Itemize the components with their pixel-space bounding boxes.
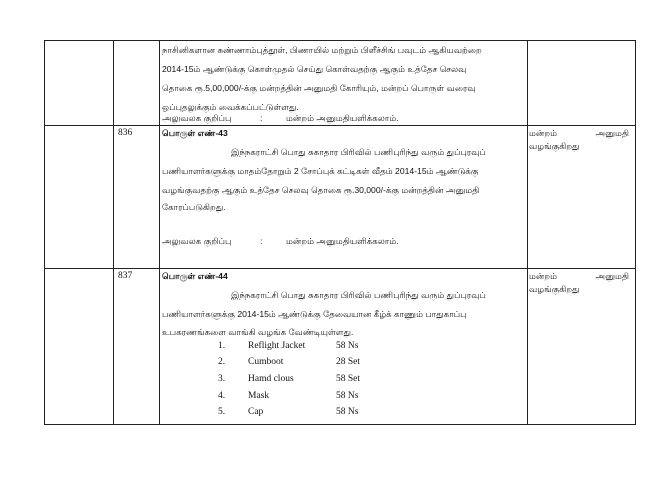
row-divider [45,268,635,269]
prev-body-line: 2014-15ம் ஆண்டுக்கு கொள்முதல் செய்து கொள்வதற்கு ஆகும் உத்தேச செலவு [162,64,467,74]
item-quantity: 58 Ns [336,391,359,401]
column-divider [113,41,114,424]
prev-body-line: தொகை ரூ.5,00,000/-க்கு மன்றத்தின் அனுமதி கோரியும், மன்றப் பொருள் வரைவு [162,83,476,93]
item-name: Mask [248,391,270,401]
row836-decision-line2: வழங்குகிறது [529,141,580,151]
column-divider [527,41,528,424]
item-number: 2. [218,357,226,367]
row-number-837: 837 [118,271,133,281]
prev-office-note: அலுவலக குறிப்பு : மன்றம் அனுமதியளிக்கலாம். [162,113,399,123]
item-name: Reflight Jacket [248,341,306,351]
row836-body-line: வழங்குவதற்கு ஆகும் உத்தேச செலவு தொகை ரூ.30,000/-க்கு மன்றத்தின் அனுமதி [162,185,480,195]
row836-body-line: இந்நகராட்சி பொது சுகாதார பிரிவில் பணிபுரிந்து வரும் துப்புரவுப் [231,147,486,157]
row836-office-note: அலுவலக குறிப்பு : மன்றம் அனுமதியளிக்கலாம். [162,236,399,246]
item-number: 5. [218,407,226,417]
subject-heading-44: பொருள் எண்-44 [162,271,228,281]
subject-heading-43: பொருள் எண்-43 [162,128,228,138]
item-quantity: 58 Ns [336,341,359,351]
row-number-836: 836 [118,128,133,138]
item-name: Cap [248,407,264,417]
item-name: Hamd clous [248,374,294,384]
prev-body-line: நாசினிகளான சுண்ணாம்புத்தூள், பிணாயில் மற்றும் பிளீச்சிங் பவுடம் ஆகியவற்றை [162,45,482,55]
row836-body-line: பணியாளர்களுக்கு மாதம்தோறும் 2 சோப்புக் கட்டிகள் வீதம் 2014-15ம் ஆண்டுக்கு [162,166,479,176]
row-divider [45,125,635,126]
item-number: 3. [218,374,226,384]
row837-body-line: பணியாளர்களுக்கு 2014-15ம் ஆண்டுக்கு தேவையான கீழ்க் காணும் பாதுகாப்பு [162,309,467,319]
item-number: 4. [218,391,226,401]
row837-body-line: இந்நகராட்சி பொது சுகாதார பிரிவில் பணிபுரிந்து வரும் துப்புரவுப் [231,290,486,300]
prev-body-line: ஒப்புதலுக்கும் வைக்கப்பட்டுள்ளது. [162,102,299,112]
row837-body-line: உபகரணங்களை வாங்கி வழங்க வேண்டியுள்ளது. [162,327,354,337]
row836-decision: மன்றம் அனுமதி [529,128,629,138]
item-quantity: 28 Set [336,357,361,367]
row836-body-line: கோரப்படுகிறது. [162,202,226,212]
item-quantity: 58 Set [336,374,361,384]
item-number: 1. [218,341,226,351]
row837-decision: மன்றம் அனுமதி [529,271,629,281]
item-name: Cumboot [248,357,284,367]
item-quantity: 58 Ns [336,407,359,417]
column-divider [159,41,160,424]
row837-decision-line2: வழங்குகிறது [529,284,580,294]
